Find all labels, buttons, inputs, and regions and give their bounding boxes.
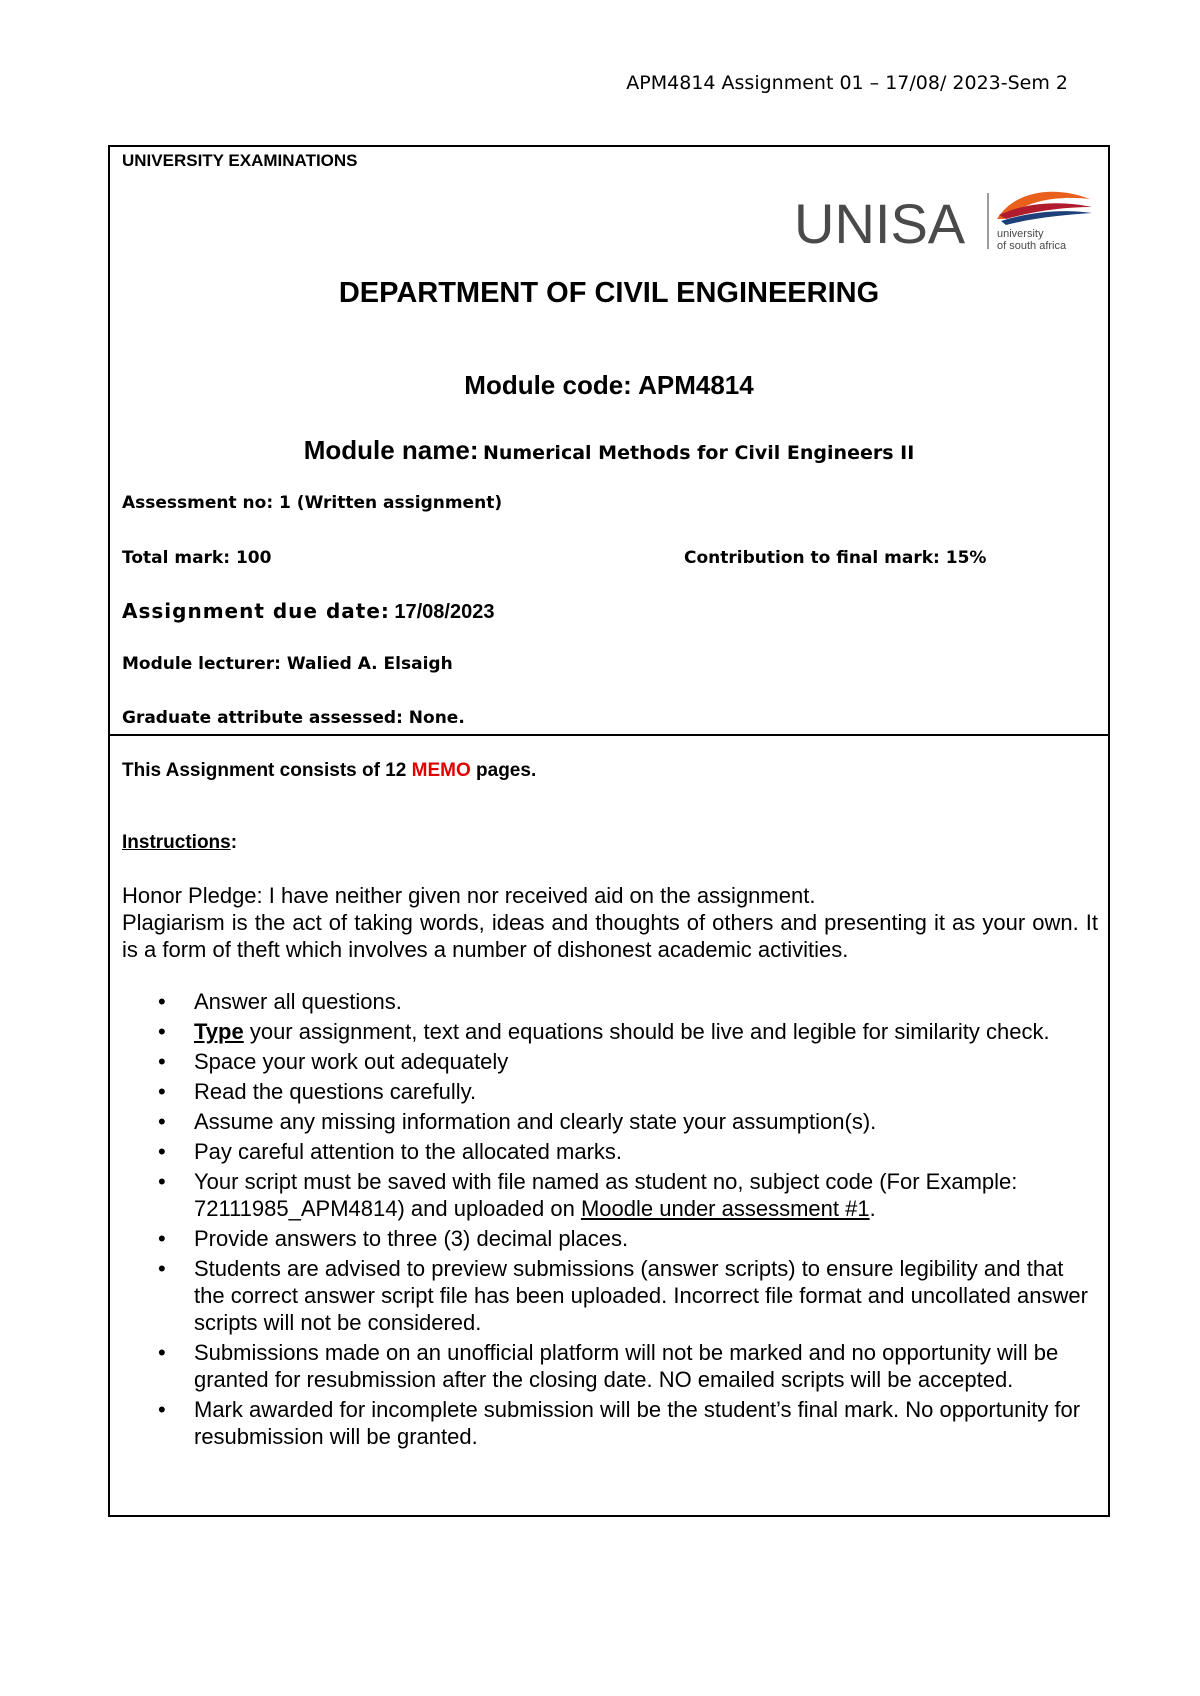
section-divider — [110, 734, 1108, 736]
department-title: DEPARTMENT OF CIVIL ENGINEERING — [338, 277, 880, 309]
memo-label: MEMO — [411, 760, 471, 781]
script-naming-text: Your script must be saved with file named as student no, subject code (For Example: 72111985_APM4814) and uploaded on — [194, 1169, 1018, 1221]
pages-pre: This Assignment consists of 12 — [122, 760, 412, 781]
list-item: • Submissions made on an unofficial platform will not be marked and no opportunity will be granted for resubmission after the closing date. NO emailed scripts will be accepted. — [194, 1339, 1098, 1393]
cover-frame — [108, 145, 1110, 1517]
list-item — [194, 1018, 1098, 1045]
module-code: Module code: APM4814 — [464, 370, 754, 400]
instructions-colon: : — [230, 832, 238, 853]
logo-wordmark: UNISA — [794, 192, 966, 255]
list-item: • Provide answers to three (3) decimal places. — [194, 1225, 1098, 1252]
list-item: • Pay careful attention to the allocated marks. — [194, 1138, 1098, 1165]
plagiarism-paragraph: Plagiarism is the act of taking words, ideas and thoughts of others and presenting it as your own. It is a form of theft which involves a number of dishonest academic activities. — [122, 910, 1098, 962]
module-name-label: Module name: — [303, 435, 479, 465]
module-name-value: Numerical Methods for Civil Engineers II — [482, 442, 915, 464]
moodle-link[interactable]: Moodle under assessment #1 — [580, 1196, 870, 1221]
assignment-pages-note — [122, 760, 536, 782]
script-naming-end: . — [869, 1196, 876, 1221]
type-rest: your assignment, text and equations should be live and legible for similarity check. — [243, 1019, 1050, 1044]
contribution: Contribution to final mark: 15% — [684, 548, 987, 568]
list-item: • Read the questions carefully. — [194, 1078, 1098, 1105]
list-item: • Students are advised to preview submissions (answer scripts) to ensure legibility and that the correct answer script file has been uploaded. Incorrect file format and uncollated answer scripts will not be considered. — [194, 1255, 1098, 1336]
graduate-attribute: Graduate attribute assessed: None. — [122, 708, 465, 728]
list-item: • Mark awarded for incomplete submission will be the student’s final mark. No opportunity for resubmission will be granted. — [194, 1396, 1098, 1450]
assessment-no: Assessment no: 1 (Written assignment) — [122, 493, 503, 513]
pages-post: pages. — [470, 760, 537, 781]
due-date-label: Assignment due date: — [122, 599, 390, 623]
due-date-value: 17/08/2023 — [394, 601, 495, 623]
type-emphasis: Type — [194, 1019, 244, 1044]
university-examinations: UNIVERSITY EXAMINATIONS — [122, 151, 358, 170]
logo-line1: university — [997, 228, 1044, 240]
due-date — [122, 599, 494, 624]
module-lecturer: Module lecturer: Walied A. Elsaigh — [122, 654, 453, 674]
list-item: • Space your work out adequately — [194, 1048, 1098, 1075]
total-mark: Total mark: 100 — [122, 548, 272, 568]
list-item — [194, 1168, 1098, 1222]
honor-pledge: Honor Pledge: I have neither given nor received aid on the assignment. — [122, 883, 816, 908]
logo-line2: of south africa — [997, 240, 1067, 252]
instructions-list — [110, 988, 1098, 1453]
instructions-heading — [122, 832, 237, 854]
list-item: • Assume any missing information and clearly state your assumption(s). — [194, 1108, 1098, 1135]
list-item: • Answer all questions. — [194, 988, 1098, 1015]
unisa-logo — [794, 185, 1094, 255]
header-note: APM4814 Assignment 01 – 17/08/ 2023-Sem 2 — [626, 72, 1068, 94]
instructions-label: Instructions — [122, 832, 231, 853]
module-name — [110, 435, 1108, 466]
